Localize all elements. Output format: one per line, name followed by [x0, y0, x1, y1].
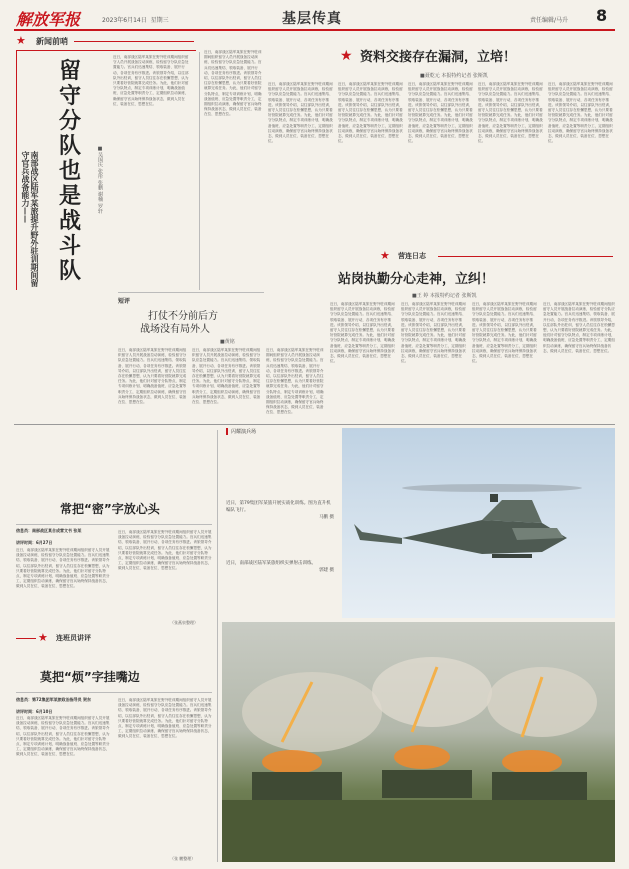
comment-title-line1: 打仗不分前后方	[148, 311, 218, 322]
rocket-launch-illustration	[222, 622, 615, 862]
comment-label: 短评	[118, 298, 131, 305]
newspaper-logo: 解放军报	[16, 10, 81, 29]
front-title	[55, 59, 85, 284]
photo-section-header	[226, 428, 356, 438]
lecture-header	[16, 632, 216, 644]
title-char: 战	[58, 209, 81, 234]
star-icon: ★	[340, 48, 353, 64]
camp-byline: ■王 婷 本报特约记者 张斯凯	[412, 293, 477, 299]
section-title: 基层传真	[282, 11, 342, 27]
front-column-box	[16, 50, 196, 290]
front-column-rule	[74, 41, 194, 42]
secret-date: 讲评时间：6月27日	[16, 540, 53, 545]
photo1-caption	[226, 500, 334, 521]
masthead	[14, 6, 615, 28]
comment-body-1: 近日，南部战区陆军某旅在野外驻训期间组织留守人员开展战备拉动演练，检验留守分队应急处置能力。官兵们迅速集结、领取装备、展开行动，各项任务有序推进。该旅领导介绍，以往部队外出驻训，留守人员往往存在松懈思想，认为只要看好营院就算完成任务。为此，他们针对留守分队特点，制定专项训练计划，明确战备值班、应急处置等职责分工，定期组织拉动演练，确保留守官兵始终保持战备状态，做到人员在位、装备在位、思想在位。	[118, 348, 187, 405]
lecture-header-rule	[16, 638, 36, 639]
helicopter-illustration	[342, 428, 615, 618]
top-right-headline: 资料交接存在漏洞，立培！	[360, 50, 517, 65]
top-right-star	[340, 45, 356, 64]
title-char: 斗	[58, 234, 81, 259]
top-right-body-3: 近日，南部战区陆军某旅在野外驻训期间组织留守人员开展战备拉动演练，检验留守分队应急处置能力。官兵们迅速集结、领取装备、展开行动，各项任务有序推进。该旅领导介绍，以往部队外出驻训，留守人员往往存在松懈思想，认为只要看好营院就算完成任务。为此，他们针对留守分队特点，制定专项训练计划，明确战备值班、应急处置等职责分工，定期组织拉动演练，确保留守官兵始终保持战备状态，做到人员在位、装备在位、思想在位。	[408, 82, 473, 144]
comment-body-3: 近日，南部战区陆军某旅在野外驻训期间组织留守人员开展战备拉动演练，检验留守分队应急处置能力。官兵们迅速集结、领取装备、展开行动，各项任务有序推进。该旅领导介绍，以往部队外出驻训，留守人员往往存在松懈思想，认为只要看好营院就算完成任务。为此，他们针对留守分队特点，制定专项训练计划，明确战备值班、应急处置等职责分工，定期组织拉动演练，确保留守官兵始终保持战备状态，做到人员在位、装备在位、思想在位。	[266, 348, 324, 415]
photo1-author: 马鹏 摄	[319, 515, 334, 520]
star-icon: ★	[16, 34, 26, 47]
comment-title	[140, 310, 280, 336]
title-char: 守	[58, 84, 81, 109]
mid-page-rule	[14, 424, 615, 425]
camp-headline: 站岗执勤分心走神，立纠！	[338, 272, 495, 287]
star-icon: ★	[38, 631, 48, 644]
camp-section-header	[330, 250, 615, 262]
camp-body-2: 近日，南部战区陆军某旅在野外驻训期间组织留守人员开展战备拉动演练，检验留守分队应急处置能力。官兵们迅速集结、领取装备、展开行动，各项任务有序推进。该旅领导介绍，以往部队外出驻训，留守人员往往存在松懈思想，认为只要看好营院就算完成任务。为此，他们针对留守分队特点，制定专项训练计划，明确战备值班、应急处置等职责分工，定期组织拉动演练，确保留守官兵始终保持战备状态，做到人员在位、装备在位、思想在位。	[401, 302, 466, 364]
camp-body-1: 近日，南部战区陆军某旅在野外驻训期间组织留守人员开展战备拉动演练，检验留守分队应急处置能力。官兵们迅速集结、领取装备、展开行动，各项任务有序推进。该旅领导介绍，以往部队外出驻训，留守人员往往存在松懈思想，认为只要看好营院就算完成任务。为此，他们针对留守分队特点，制定专项训练计划，明确战备值班、应急处置等职责分工，定期组织拉动演练，确保留守官兵始终保持战备状态，做到人员在位、装备在位、思想在位。	[330, 302, 395, 364]
photo-helicopter	[342, 428, 615, 618]
comment-title-line2: 战场没有局外人	[140, 324, 210, 335]
camp-body-3: 近日，南部战区陆军某旅在野外驻训期间组织留守人员开展战备拉动演练，检验留守分队应急处置能力。官兵们迅速集结、领取装备、展开行动，各项任务有序推进。该旅领导介绍，以往部队外出驻训，留守人员往往存在松懈思想，认为只要看好营院就算完成任务。为此，他们针对留守分队特点，制定专项训练计划，明确战备值班、应急处置等职责分工，定期组织拉动演练，确保留守官兵始终保持战备状态，做到人员在位、装备在位、思想在位。	[472, 302, 537, 364]
front-body: 近日，南部战区陆军某旅在野外驻训期间组织留守人员开展战备拉动演练，检验留守分队应急处置能力。官兵们迅速集结、领取装备、展开行动，各项任务有序推进。该旅领导介绍，以往部队外出驻训，留守人员往往存在松懈思想，认为只要看好营院就算完成任务。为此，他们针对留守分队特点，制定专项训练计划，明确战备值班、应急处置等职责分工，定期组织拉动演练，确保留守官兵始终保持战备状态，做到人员在位、装备在位、思想在位。	[113, 55, 189, 106]
top-right-body-5: 近日，南部战区陆军某旅在野外驻训期间组织留守人员开展战备拉动演练，检验留守分队应急处置能力。官兵们迅速集结、领取装备、展开行动，各项任务有序推进。该旅领导介绍，以往部队外出驻训，留守人员往往存在松懈思想，认为只要看好营院就算完成任务。为此，他们针对留守分队特点，制定专项训练计划，明确战备值班、应急处置等职责分工，定期组织拉动演练，确保留守官兵始终保持战备状态，做到人员在位、装备在位、思想在位。	[548, 82, 613, 144]
secret-body-1: 近日，南部战区陆军某旅在野外驻训期间组织留守人员开展战备拉动演练，检验留守分队应急处置能力。官兵们迅速集结、领取装备、展开行动，各项任务有序推进。该旅领导介绍，以往部队外出驻训，留守人员往往存在松懈思想，认为只要看好营院就算完成任务。为此，他们针对留守分队特点，制定专项训练计划，明确战备值班、应急处置等职责分工，定期组织拉动演练，确保留守官兵始终保持战备状态，做到人员在位、装备在位、思想在位。	[16, 548, 110, 589]
top-right-body-2: 近日，南部战区陆军某旅在野外驻训期间组织留守人员开展战备拉动演练，检验留守分队应急处置能力。官兵们迅速集结、领取装备、展开行动，各项任务有序推进。该旅领导介绍，以往部队外出驻训，留守人员往往存在松懈思想，认为只要看好营院就算完成任务。为此，他们针对留守分队特点，制定专项训练计划，明确战备值班、应急处置等职责分工，定期组织拉动演练，确保留守官兵始终保持战备状态，做到人员在位、装备在位、思想在位。	[338, 82, 403, 144]
secret-footer: （张燕泉整理）	[170, 620, 198, 625]
lower-divider	[217, 430, 218, 862]
page-number: 8	[596, 6, 608, 25]
title-char: 是	[58, 184, 81, 209]
top-right-body-1: 近日，南部战区陆军某旅在野外驻训期间组织留守人员开展战备拉动演练，检验留守分队应急处置能力。官兵们迅速集结、领取装备、展开行动，各项任务有序推进。该旅领导介绍，以往部队外出驻训，留守人员往往存在松懈思想，认为只要看好营院就算完成任务。为此，他们针对留守分队特点，制定专项训练计划，明确战备值班、应急处置等职责分工，定期组织拉动演练，确保留守官兵始终保持战备状态，做到人员在位、装备在位、思想在位。	[268, 82, 333, 144]
photo-section-label: 闪耀演兵场	[226, 428, 256, 435]
top-right-byline: ■聂乾元 本报特约记者 张斯凯	[420, 73, 488, 79]
title-char: 留	[58, 59, 81, 84]
lecture-headline: 莫把“烦”字挂嘴边	[40, 670, 140, 684]
comment-body-2: 近日，南部战区陆军某旅在野外驻训期间组织留守人员开展战备拉动演练，检验留守分队应急处置能力。官兵们迅速集结、领取装备、展开行动，各项任务有序推进。该旅领导介绍，以往部队外出驻训，留守人员往往存在松懈思想，认为只要看好营院就算完成任务。为此，他们针对留守分队特点，制定专项训练计划，明确战备值班、应急处置等职责分工，定期组织拉动演练，确保留守官兵始终保持战备状态，做到人员在位、装备在位、思想在位。	[192, 348, 261, 405]
comment-byline: ■黄铭	[220, 339, 235, 345]
photo2-caption-text: 近日，南部战区陆军某旅组织实弹射击训练。	[226, 561, 316, 566]
title-char: 也	[58, 159, 81, 184]
photo1-caption-text: 近日，第79集团军某旅开展实战化训练。图为直升机编队飞行。	[226, 501, 331, 513]
lecture-date: 讲评时间：6月10日	[16, 709, 53, 714]
star-icon: ★	[380, 249, 390, 262]
front-byline: ■吴国庆 张彤 张鹏 谢楠 罗轩	[97, 146, 103, 214]
camp-body-4: 近日，南部战区陆军某旅在野外驻训期间组织留守人员开展战备拉动演练，检验留守分队应急处置能力。官兵们迅速集结、领取装备、展开行动，各项任务有序推进。该旅领导介绍，以往部队外出驻训，留守人员往往存在松懈思想，认为只要看好营院就算完成任务。为此，他们针对留守分队特点，制定专项训练计划，明确战备值班、应急处置等职责分工，定期组织拉动演练，确保留守官兵始终保持战备状态，做到人员在位、装备在位、思想在位。	[543, 302, 615, 353]
front-column-header	[16, 34, 196, 48]
weekday-text: 星期三	[150, 17, 169, 24]
photo2-caption	[226, 560, 334, 574]
photo2-author: 郭建 摄	[319, 568, 334, 573]
secret-body-2: 近日，南部战区陆军某旅在野外驻训期间组织留守人员开展战备拉动演练，检验留守分队应急处置能力。官兵们迅速集结、领取装备、展开行动，各项任务有序推进。该旅领导介绍，以往部队外出驻训，留守人员往往存在松懈思想，认为只要看好营院就算完成任务。为此，他们针对留守分队特点，制定专项训练计划，明确战备值班、应急处置等职责分工，定期组织拉动演练，确保留守官兵始终保持战备状态，做到人员在位、装备在位、思想在位。	[118, 530, 212, 571]
masthead-date	[102, 15, 169, 24]
lecture-footer: （张 鹏整理）	[170, 856, 196, 861]
top-right-body-4: 近日，南部战区陆军某旅在野外驻训期间组织留守人员开展战备拉动演练，检验留守分队应急处置能力。官兵们迅速集结、领取装备、展开行动，各项任务有序推进。该旅领导介绍，以往部队外出驻训，留守人员往往存在松懈思想，认为只要看好营院就算完成任务。为此，他们针对留守分队特点，制定专项训练计划，明确战备值班、应急处置等职责分工，定期组织拉动演练，确保留守官兵始终保持战备状态，做到人员在位、装备在位、思想在位。	[478, 82, 543, 144]
photo-rocket-launch	[222, 622, 615, 862]
lecture-rule	[16, 692, 212, 693]
camp-section-rule	[438, 256, 613, 257]
secret-speaker: 信息员：南部战区某合成营文书 张某	[16, 528, 82, 533]
lecture-speaker: 信息员：第72集团军某旅政治指导员 贺东	[16, 697, 91, 702]
editor-credit: 责任编辑/马升	[530, 17, 569, 24]
lecture-body-2: 近日，南部战区陆军某旅在野外驻训期间组织留守人员开展战备拉动演练，检验留守分队应急处置能力。官兵们迅速集结、领取装备、展开行动，各项任务有序推进。该旅领导介绍，以往部队外出驻训，留守人员往往存在松懈思想，认为只要看好营院就算完成任务。为此，他们针对留守分队特点，制定专项训练计划，明确战备值班、应急处置等职责分工，定期组织拉动演练，确保留守官兵始终保持战备状态，做到人员在位、装备在位、思想在位。	[118, 698, 212, 739]
lecture-body-1: 近日，南部战区陆军某旅在野外驻训期间组织留守人员开展战备拉动演练，检验留守分队应急处置能力。官兵们迅速集结、领取装备、展开行动，各项任务有序推进。该旅领导介绍，以往部队外出驻训，留守人员往往存在松懈思想，认为只要看好营院就算完成任务。为此，他们针对留守分队特点，制定专项训练计划，明确战备值班、应急处置等职责分工，定期组织拉动演练，确保留守官兵始终保持战备状态，做到人员在位、装备在位、思想在位。	[16, 716, 110, 757]
date-text: 2023年6月14日	[102, 17, 147, 24]
front-subtitle: 南部战区陆军某旅提升野外驻训期间留守官兵战备能力——	[21, 151, 39, 287]
title-char: 队	[58, 134, 81, 159]
camp-section-label: 营连日志	[398, 252, 426, 260]
middle-body: 近日，南部战区陆军某旅在野外驻训期间组织留守人员开展战备拉动演练，检验留守分队应急处置能力。官兵们迅速集结、领取装备、展开行动，各项任务有序推进。该旅领导介绍，以往部队外出驻训，留守人员往往存在松懈思想，认为只要看好营院就算完成任务。为此，他们针对留守分队特点，制定专项训练计划，明确战备值班、应急处置等职责分工，定期组织拉动演练，确保留守官兵始终保持战备状态，做到人员在位、装备在位、思想在位。	[204, 50, 262, 117]
front-column-label: 新闻前哨	[36, 37, 68, 46]
title-char: 队	[58, 259, 81, 284]
secret-headline: 常把“密”字放心头	[60, 502, 160, 516]
title-char: 分	[58, 109, 81, 134]
masthead-rule	[14, 29, 615, 31]
lecture-label: 连班员讲评	[56, 634, 91, 642]
column-divider	[199, 52, 200, 290]
comment-top-rule	[118, 292, 264, 293]
